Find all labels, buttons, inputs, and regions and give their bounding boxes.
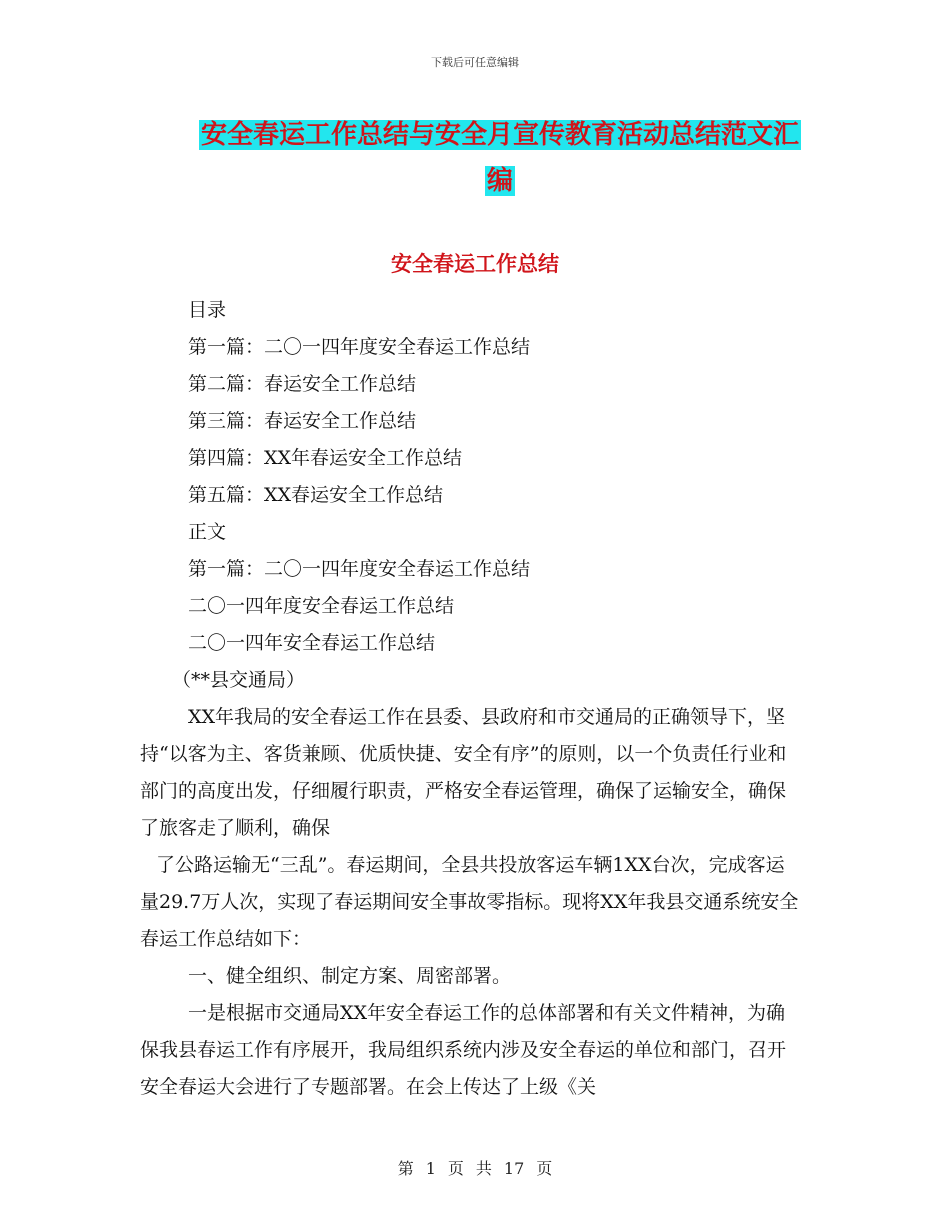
body-line: 二〇一四年度安全春运工作总结	[188, 595, 455, 617]
footer-total-prefix: 共	[475, 1159, 492, 1178]
toc-item: 第三篇：春运安全工作总结	[188, 410, 417, 432]
footer-page-current: 1	[425, 1159, 436, 1178]
footer-suffix: 页	[536, 1159, 553, 1178]
toc-item: 第四篇：XX年春运安全工作总结	[188, 447, 463, 469]
title-line-2: 编	[486, 166, 513, 196]
footer-mid: 页	[447, 1159, 464, 1178]
title-line-1: 安全春运工作总结与安全月宣传教育活动总结范文汇	[200, 120, 799, 150]
footer-page-total: 17	[503, 1159, 525, 1178]
page-footer	[0, 1156, 950, 1179]
paragraph: XX年我局的安全春运工作在县委、县政府和市交通局的正确领导下，坚持“以客为主、客货兼顾、优质快捷、安全有序”的原则，以一个负责任行业和部门的高度出发，仔细履行职责，严格安全春运管理，确保了运输安全，确保了旅客走了顺利，确保	[140, 706, 787, 839]
toc-item: 第一篇：二〇一四年度安全春运工作总结	[188, 336, 531, 358]
paragraph: 一是根据市交通局XX年安全春运工作的总体部署和有关文件精神，为确保我县春运工作有序展开，我局组织系统内涉及安全春运的单位和部门，召开安全春运大会进行了专题部署。在会上传达了上级《关	[140, 1002, 787, 1098]
header-note: 下载后可任意编辑	[431, 56, 519, 69]
body-line: 二〇一四年安全春运工作总结	[188, 632, 436, 654]
main-heading: 正文	[188, 521, 227, 543]
document-body	[140, 292, 800, 1106]
section-title: 安全春运工作总结	[391, 252, 559, 276]
author-line: （**县交通局）	[172, 669, 306, 691]
toc-item: 第五篇：XX春运安全工作总结	[188, 484, 444, 506]
paragraph: 了公路运输无“三乱”。春运期间，全县共投放客运车辆1XX台次，完成客运量29.7万人次，实现了春运期间安全事故零指标。现将XX年我县交通系统安全春运工作总结如下：	[140, 854, 799, 950]
document-title	[120, 112, 880, 204]
body-line: 第一篇：二〇一四年度安全春运工作总结	[188, 558, 531, 580]
footer-prefix: 第	[397, 1159, 414, 1178]
toc-heading: 目录	[188, 299, 227, 321]
paragraph: 一、健全组织、制定方案、周密部署。	[188, 965, 512, 987]
toc-item: 第二篇：春运安全工作总结	[188, 373, 417, 395]
